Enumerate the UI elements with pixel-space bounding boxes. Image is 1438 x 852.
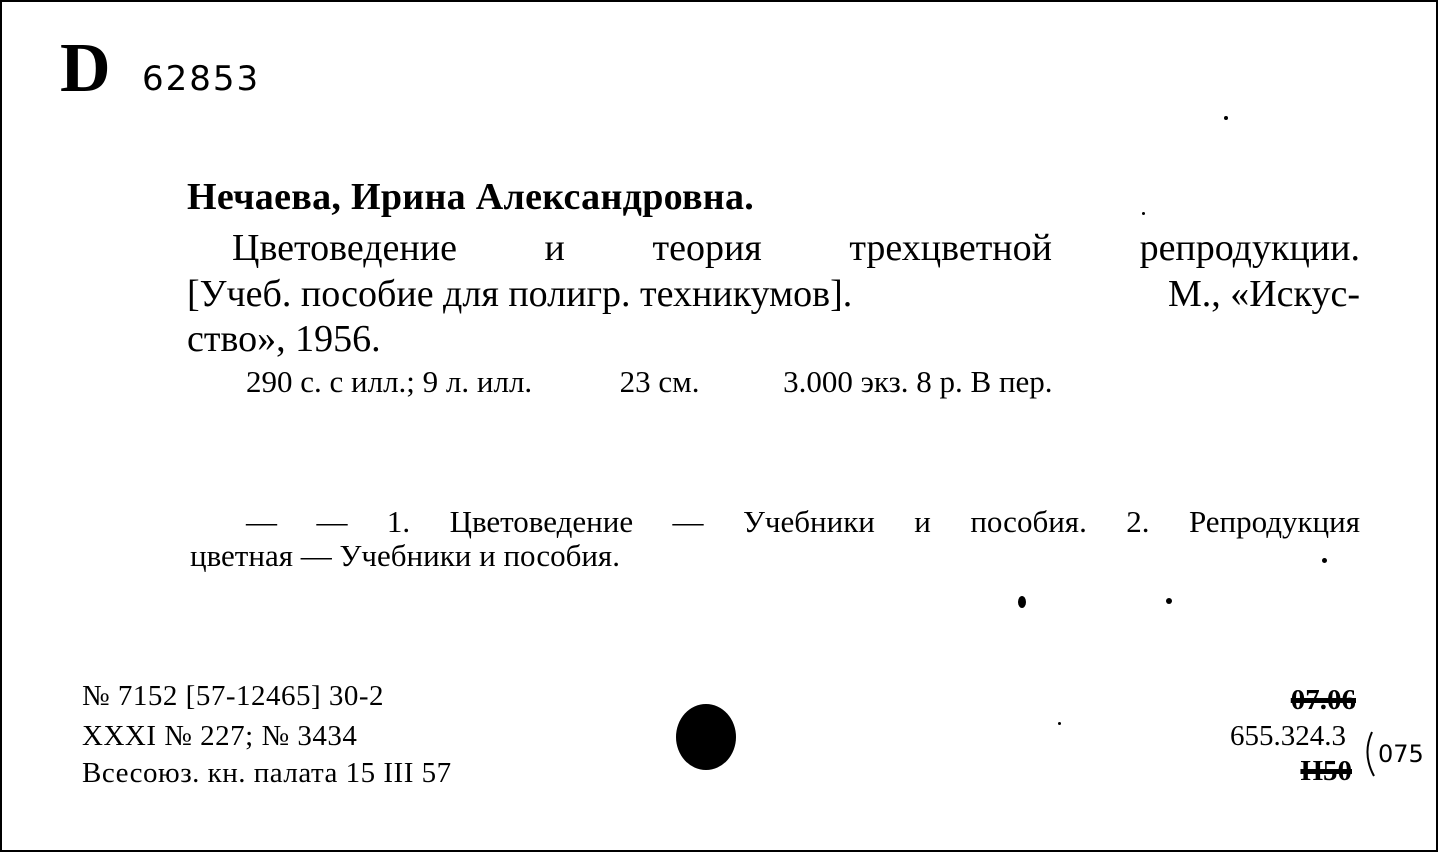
card-punch-hole: [676, 704, 736, 770]
handwritten-class-annotation: [1364, 726, 1434, 782]
imprint-end: ство», 1956.: [187, 318, 381, 360]
handwritten-accession-number: 62853: [142, 59, 261, 99]
ink-speck: [1224, 116, 1228, 120]
handwritten-class-number: 075: [1378, 740, 1424, 768]
pages-illustrations: 290 с. с илл.; 9 л. илл.: [246, 364, 533, 399]
title-word: и: [544, 227, 565, 269]
struck-class-code: 07.06: [1290, 684, 1356, 716]
print-run-price: 3.000 экз. 8 р. В пер.: [783, 364, 1053, 399]
ink-speck: [1018, 596, 1026, 608]
title-word: теория: [652, 227, 762, 269]
title-word: Цветоведение: [232, 227, 457, 269]
title-line-1: [232, 229, 1360, 267]
ink-speck: [1322, 558, 1327, 563]
title-word: репродукции.: [1139, 227, 1360, 269]
title-line-2: [187, 275, 1360, 313]
ink-speck: [1142, 212, 1145, 215]
subject-headings-line-1: — — 1. Цветоведение — Учебники и пособия. 2. Репродукция: [246, 504, 1360, 539]
title-word: трехцветной: [849, 227, 1052, 269]
ink-speck: [1166, 598, 1172, 604]
ink-speck: [1058, 722, 1061, 725]
size: 23 см.: [619, 364, 700, 399]
author-heading: Нечаева, Ирина Александровна.: [187, 176, 755, 218]
udc-class-number: 655.324.3: [1230, 720, 1346, 752]
publisher-chamber: Всесоюз. кн. палата 15 III 57: [82, 757, 452, 789]
imprint-start: М., «Искус-: [1167, 273, 1360, 315]
physical-description: [246, 366, 1053, 397]
card-number: № 7152 [57-12465] 30-2: [82, 680, 385, 712]
struck-author-mark: Н50: [1300, 755, 1352, 787]
title-annotation: [Учеб. пособие для полигр. техникумов].: [187, 273, 853, 315]
library-stamp-letter: D: [60, 30, 111, 107]
subject-headings-line-2: цветная — Учебники и пособия.: [190, 538, 620, 573]
registration-numbers: XXXI № 227; № 3434: [82, 720, 358, 752]
